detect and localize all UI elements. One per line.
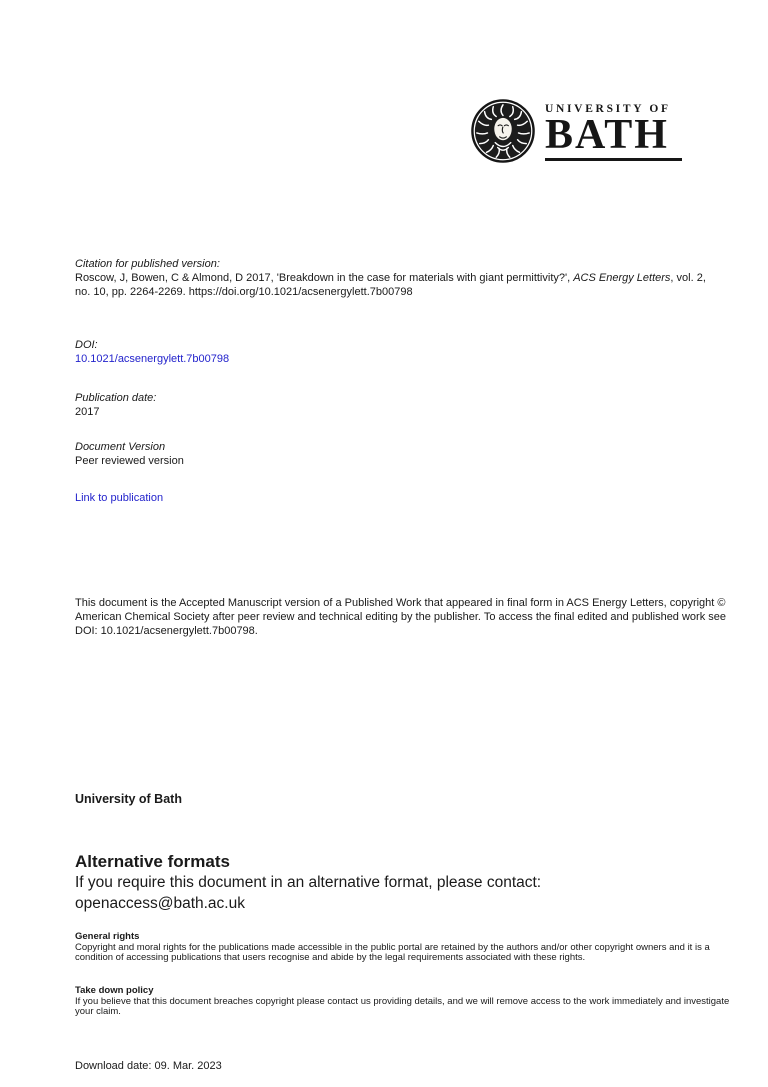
university-logo [470,96,682,166]
copyright-notice: This document is the Accepted Manuscript version of a Published Work that appeared in final form in ACS Energy Letters, copyright © American Chemical Society after peer review and technical editing by the publisher. To access the final edited and published work see DOI: 10.1021/acsenergylett.7b00798. [75,597,726,637]
document-version-block [75,440,184,468]
alternative-formats-text: If you require this document in an alternative format, please contact: [75,874,542,891]
doi-block [75,338,229,366]
take-down-policy-text: If you believe that this document breaches copyright please contact us providing details, and we will remove access to the work immediately and investigate your claim. [75,995,730,1017]
doi-link[interactable]: 10.1021/acsenergylett.7b00798 [75,353,230,365]
institution-name: University of Bath [75,792,182,806]
citation-text-after-journal: , vol. 2, no. 10, pp. 2264-2269. https://doi.org/10.1021/acsenergylett.7b00798 [75,272,706,298]
citation-label: Citation for published version: [75,258,220,270]
alternative-formats-heading: Alternative formats [75,852,230,871]
citation-text [75,271,709,299]
citation-journal-title: ACS Energy Letters [573,272,671,284]
doi-label: DOI: [75,339,98,351]
logo-wordmark-small: UNIVERSITY OF [545,103,671,115]
logo-wordmark-large: BATH [545,112,669,158]
publication-date-value: 2017 [75,406,100,418]
download-date: Download date: 09. Mar. 2023 [75,1060,222,1072]
publication-date-label: Publication date: [75,392,157,404]
logo-wordmark [545,96,682,161]
general-rights-text: Copyright and moral rights for the publications made accessible in the public portal are retained by the authors and/or other copyright owners and it is a condition of accessing publications that users recognise and abide by the legal requirements associated with these rights. [75,941,710,963]
link-to-publication[interactable]: Link to publication [75,492,164,504]
citation-text-before-journal: Roscow, J, Bowen, C & Almond, D 2017, 'Breakdown in the case for materials with giant permittivity?', [75,272,574,284]
general-rights-heading: General rights [75,931,140,942]
alternative-formats-block [75,851,685,914]
take-down-policy-block [75,986,731,1018]
publication-date-block [75,391,156,419]
document-version-value: Peer reviewed version [75,455,184,467]
citation-block [75,257,709,299]
document-version-label: Document Version [75,441,166,453]
take-down-policy-heading: Take down policy [75,985,154,996]
general-rights-block [75,932,731,964]
open-access-email: openaccess@bath.ac.uk [75,895,245,912]
publication-link-block [75,491,163,505]
bath-crest-icon [470,96,536,166]
logo-underline [545,158,682,161]
